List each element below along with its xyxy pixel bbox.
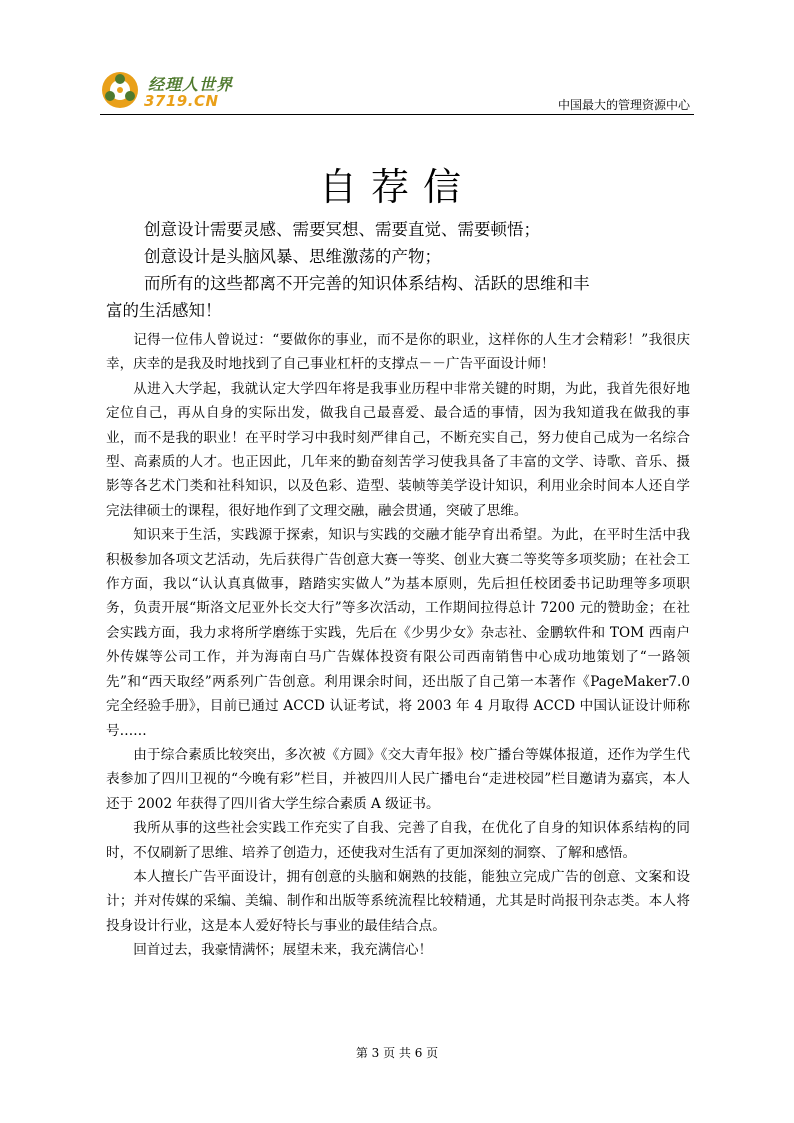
page-title: 自荐信 <box>318 165 475 209</box>
page-number: 第 3 页 共 6 页 <box>355 1046 439 1060</box>
paragraph: 由于综合素质比较突出，多次被《方圆》《交大青年报》校广播台等媒体报道，还作为学生代表参加了四川卫视的“今晚有彩”栏目，并被四川人民广播电台“走进校园”栏目邀请为嘉宾，本人还于 2002 年获得了四川省大学生综合素质 A 级证书。 <box>106 746 690 812</box>
letter-body <box>106 328 690 963</box>
poem-line: 创意设计是头脑风暴、思维激荡的产物； <box>144 247 441 266</box>
poem-line: 而所有的这些都离不开完善的知识体系结构、活跃的思维和丰 <box>144 274 590 293</box>
site-logo <box>100 70 240 112</box>
poem-line: 富的生活感知！ <box>106 301 222 320</box>
logo-text: 经理人世界 <box>148 75 234 94</box>
header-divider <box>100 114 694 115</box>
logo-url: 3719.CN <box>144 92 219 110</box>
paragraph: 记得一位伟人曾说过：“要做你的事业，而不是你的职业，这样你的人生才会精彩！”我很庆幸，庆幸的是我及时地找到了自己事业杠杆的支撑点－－广告平面设计师！ <box>106 332 690 373</box>
header-tagline: 中国最大的管理资源中心 <box>557 98 690 112</box>
logo-emblem-icon <box>100 70 140 110</box>
poem-block <box>106 216 666 324</box>
poem-line: 创意设计需要灵感、需要冥想、需要直觉、需要顿悟； <box>144 220 540 239</box>
paragraph: 回首过去，我豪情满怀；展望未来，我充满信心！ <box>133 942 433 959</box>
paragraph: 我所从事的这些社会实践工作充实了自我、完善了自我，在优化了自身的知识体系结构的同时，不仅刷新了思维、培养了创造力，还使我对生活有了更加深刻的洞察、了解和感悟。 <box>106 820 690 861</box>
paragraph: 从进入大学起，我就认定大学四年将是我事业历程中非常关键的时期，为此，我首先很好地定位自己，再从自身的实际出发，做我自己最喜爱、最合适的事情，因为我知道我在做我的事业，而不是我的职业！在平时学习中我时刻严律自己，不断充实自己，努力使自己成为一名综合型、高素质的人才。也正因此，几年来的勤奋刻苦学习使我具备了丰富的文学、诗歌、音乐、摄影等各艺术门类和社科知识，以及色彩、造型、装帧等美学设计知识，利用业余时间本人还自学完法律硕士的课程，很好地作到了文理交融，融会贯通，突破了思维。 <box>106 380 690 519</box>
paragraph: 知识来于生活，实践源于探索，知识与实践的交融才能孕育出希望。为此，在平时生活中我积极参加各项文艺活动，先后获得广告创意大赛一等奖、创业大赛二等奖等多项奖励；在社会工作方面，我以“认认真真做事，踏踏实实做人”为基本原则，先后担任校团委书记助理等多项职务，负责开展“斯洛文尼亚外长交大行”等多次活动，工作期间拉得总计 7200 元的赞助金；在社会实践方面，我力求将所学磨练于实践，先后在《少男少女》杂志社、金鹏软件和 TOM 西南户外传媒等公司工作，并为海南白马广告媒体投资有限公司西南销售中心成功地策划了“一路领先”和“西天取经”两系列广告创意。利用课余时间，还出版了自己第一本著作《PageMaker7.0 完全经验手册》，目前已通过 ACCD 认证考试，将 2003 年 4 月取得 ACCD 中国认证设计师称号…… <box>106 527 690 739</box>
paragraph: 本人擅长广告平面设计，拥有创意的头脑和娴熟的技能，能独立完成广告的创意、文案和设计；并对传媒的采编、美编、制作和出版等系统流程比较精通，尤其是时尚报刊杂志类。本人将投身设计行业，这是本人爱好特长与事业的最佳结合点。 <box>106 868 690 934</box>
